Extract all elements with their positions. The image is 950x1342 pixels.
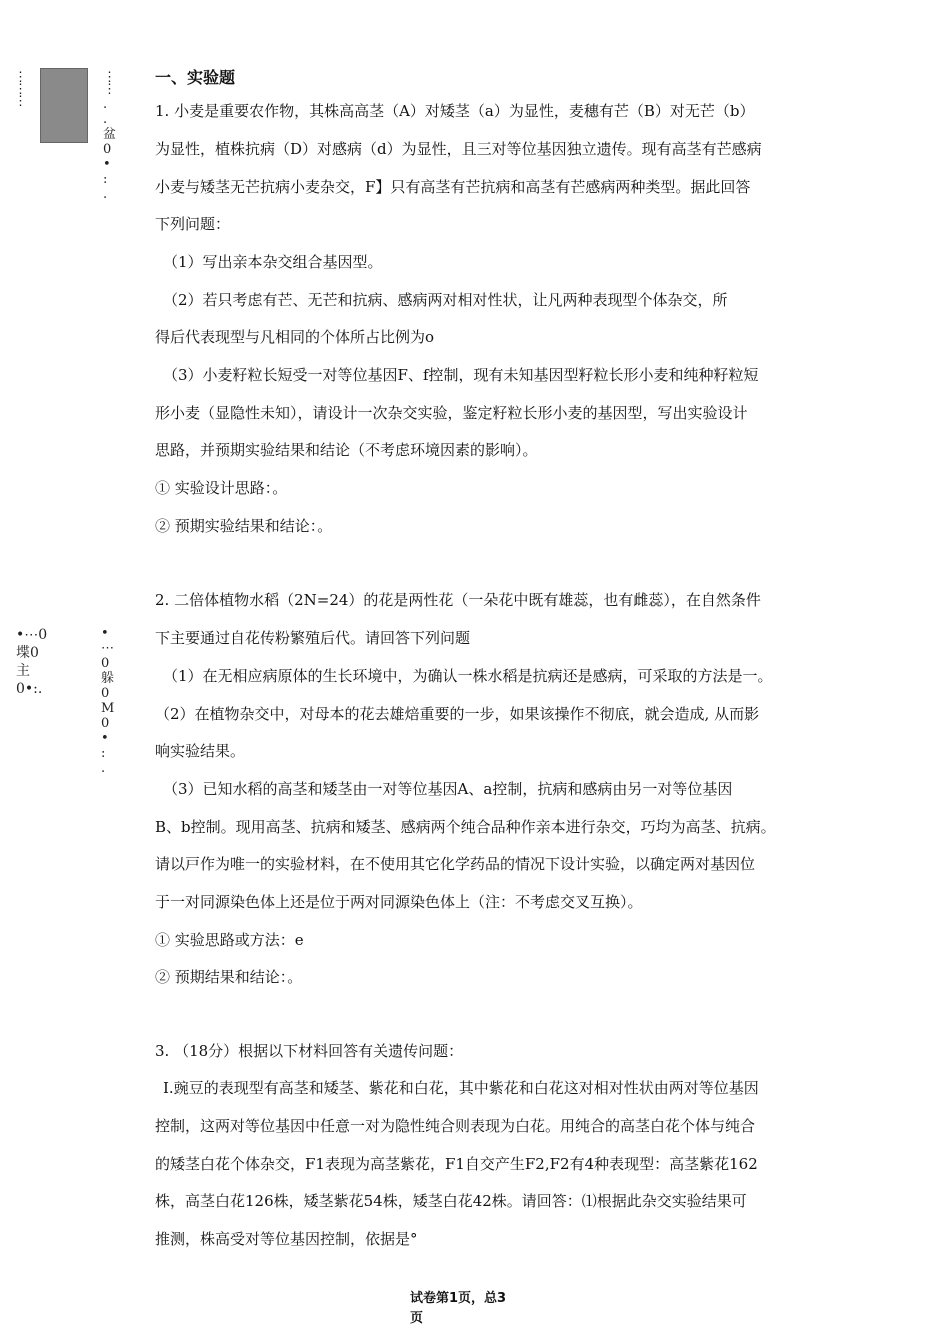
margin-vertical-text-top: . . 盆 0 • : .: [103, 97, 117, 202]
q2-line-1: 2. 二倍体植物水稻（2N=24）的花是两性花（一朵花中既有雄蕊，也有雌蕊），在自然条件: [155, 591, 761, 609]
q2-sub-1: （1）在无相应病原体的生长环境中，为确认一株水稻是抗病还是感病，可采取的方法是一。: [163, 667, 773, 685]
q3-line-1: 3. （18分）根据以下材料回答有关遗传问题：: [155, 1042, 464, 1060]
q3-line-4: 的矮茎白花个体杂交，F1表现为高茎紫花，F1自交产生F2,F2有4种表现型：高茎紫花162: [155, 1155, 758, 1173]
q1-sub-1: （1）写出亲本杂交组合基因型。: [163, 253, 383, 271]
q2-answer-2: ② 预期结果和结论：。: [155, 968, 303, 986]
q3-line-5: 株，高茎白花126株，矮茎紫花54株，矮茎白花42株。请回答：⑴根据此杂交实验结果可: [155, 1192, 747, 1210]
q1-sub-3-cont-2: 思路，并预期实验结果和结论（不考虑环境因素的影响）。: [155, 441, 538, 459]
q3-line-6: 推测，株高受对等位基因控制，依据是°: [155, 1230, 418, 1248]
q3-line-3: 控制，这两对等位基因中任意一对为隐性纯合则表现为白花。用纯合的高茎白花个体与纯合: [155, 1117, 756, 1135]
q1-line-4: 下列问题：: [155, 215, 231, 233]
footer-page-suffix: 页: [410, 1311, 424, 1326]
q1-answer-2: ② 预期实验结果和结论：。: [155, 517, 333, 535]
q2-sub-3-cont-3: 于一对同源染色体上还是位于两对同源染色体上（注：不考虑交叉互换）。: [155, 893, 643, 911]
q1-sub-2: （2）若只考虑有芒、无芒和抗病、感病两对相对性状，让凡两种表现型个体杂交，所: [163, 291, 728, 309]
section-title: 一、实验题: [155, 68, 236, 87]
q1-sub-2-cont: 得后代表现型与凡相同的个体所占比例为o: [155, 328, 435, 346]
q2-sub-2-cont: 响实验结果。: [155, 742, 246, 760]
q1-line-3: 小麦与矮茎无芒抗病小麦杂交，F】只有高茎有芒抗病和高茎有芒感病两种类型。据此回答: [155, 178, 751, 196]
margin-dots-mid: ⋮ ⋮: [103, 70, 116, 97]
q2-sub-3-cont-1: B、b控制。现用高茎、抗病和矮茎、感病两个纯合品种作亲本进行杂交，巧均为高茎、抗病。: [155, 818, 776, 836]
margin-gray-block: [40, 68, 88, 143]
margin-dots-left: ⋮ ⋮ ⋮: [14, 70, 27, 109]
q2-sub-3: （3）已知水稻的高茎和矮茎由一对等位基因A、a控制，抗病和感病由另一对等位基因: [163, 780, 733, 798]
q2-line-2: 下主要通过自花传粉繁殖后代。请回答下列问题: [155, 629, 471, 647]
q1-sub-3: （3）小麦籽粒长短受一对等位基因F、f控制，现有未知基因型籽粒长形小麦和纯种籽粒短: [163, 366, 759, 384]
footer-page-count: 试卷第1页，总3: [410, 1291, 507, 1306]
q1-sub-3-cont-1: 形小麦（显隐性未知），请设计一次杂交实验，鉴定籽粒长形小麦的基因型，写出实验设计: [155, 404, 748, 422]
q1-line-1: 1. 小麦是重要农作物，其株高高茎（A）对矮茎（a）为显性，麦穗有芒（B）对无芒（b）: [155, 102, 755, 120]
margin-vertical-text-mid-right: • ⋯ 0 躲 0 M 0 • : .: [101, 626, 115, 776]
q1-line-2: 为显性，植株抗病（D）对感病（d）为显性，且三对等位基因独立遗传。现有高茎有芒感病: [155, 140, 762, 158]
page-footer: [410, 1289, 550, 1329]
margin-vertical-text-mid-left: •⋯0 堞0 主 0•:.: [16, 627, 48, 697]
q1-answer-1: ① 实验设计思路：。: [155, 479, 288, 497]
q2-answer-1: ① 实验思路或方法：e: [155, 931, 304, 949]
q2-sub-3-cont-2: 请以戸作为唯一的实验材料，在不使用其它化学药品的情况下设计实验，以确定两对基因位: [155, 855, 756, 873]
q2-sub-2: （2）在植物杂交中，对母本的花去雄焙重要的一步，如果该操作不彻底，就会造成, 从而影: [155, 705, 760, 723]
q3-line-2: I.豌豆的表现型有高茎和矮茎、紫花和白花，其中紫花和白花这对相对性状由两对等位基因: [163, 1079, 759, 1097]
